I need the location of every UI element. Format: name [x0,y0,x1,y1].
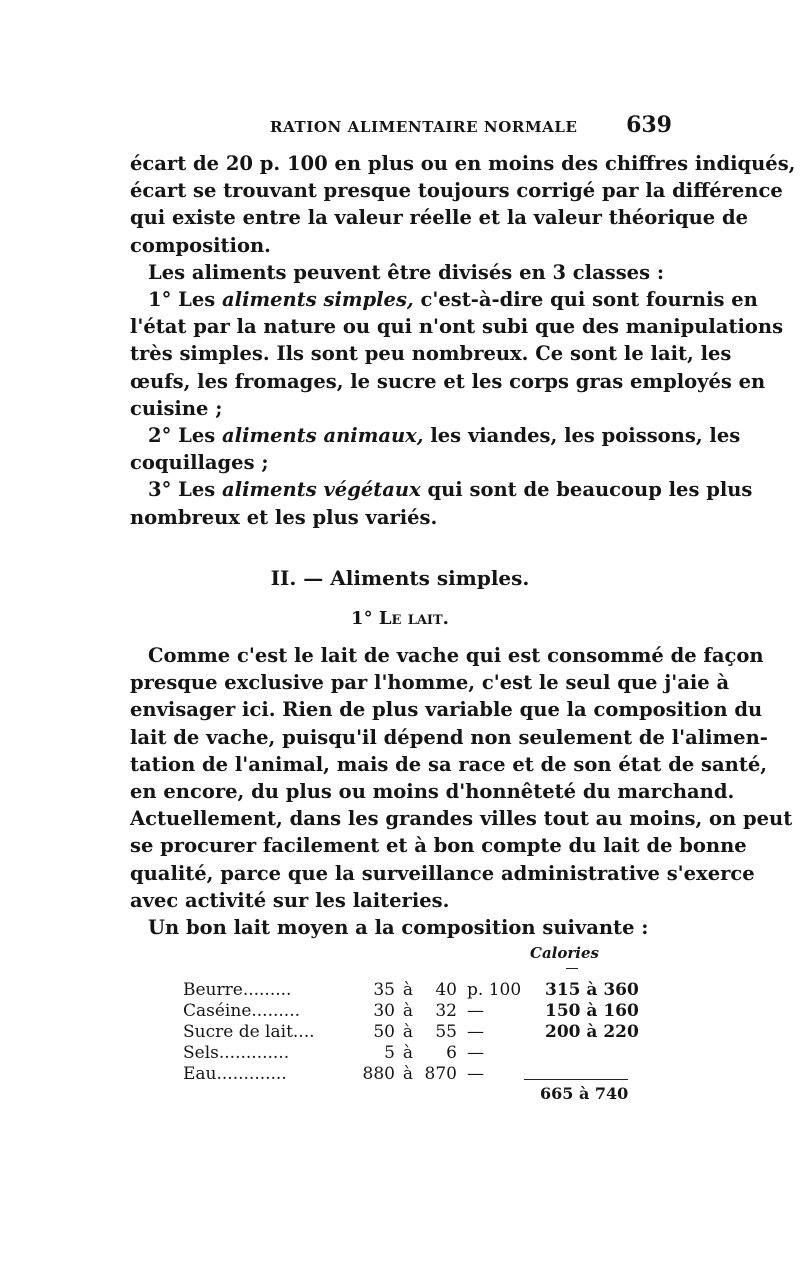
composition-intro: Un bon lait moyen a la composition suivante : [148,916,649,940]
composition-cell-a: à [402,1022,414,1042]
composition-cell-unit: — [467,1001,484,1021]
composition-cell-cal: 150 à 160 [545,1001,639,1021]
composition-cell-lo: 30 [373,1001,395,1021]
composition-cell-name: Beurre......... [183,980,292,1000]
composition-cell-a: à [402,1043,414,1063]
text-line: composition. [130,233,271,257]
composition-cell-unit: p. 100 [467,980,522,1000]
lait-paragraph [130,642,793,941]
composition-cell-unit: — [467,1043,484,1063]
class-1-first-line: 1° Les aliments simples, c'est-à-dire qui sont fournis en [148,288,758,312]
text-line: tation de l'animal, mais de sa race et de son état de santé, [130,752,768,776]
calories-header: Calories [530,944,599,962]
composition-cell-lo: 35 [373,980,395,1000]
section-title: II. — Aliments simples. [270,566,530,590]
class-3-first-line: 3° Les aliments végétaux qui sont de beaucoup les plus [148,478,753,502]
text-line: écart de 20 p. 100 en plus ou en moins des chiffres indiqués, [130,152,796,175]
total-rule [524,1079,628,1080]
class-term: aliments animaux, [222,424,424,448]
calories-total: 665 à 740 [540,1084,629,1103]
composition-cell-a: à [402,1001,414,1021]
class-2-first-line: 2° Les aliments animaux, les viandes, les poissons, les [148,424,741,448]
composition-cell-cal: 315 à 360 [545,980,639,1000]
composition-cell-cal [545,1043,655,1064]
composition-cell-lo: 5 [384,1043,395,1063]
composition-row [183,1064,655,1085]
composition-cell-lo: 50 [373,1022,395,1042]
page-number: 639 [626,112,672,138]
composition-row [183,1001,655,1022]
composition-row [183,1022,655,1043]
composition-cell-hi: 55 [435,1022,457,1042]
subsection-title: 1° Le lait. [351,608,449,629]
composition-cell-name: Sels............. [183,1043,290,1063]
composition-cell-a: à [402,1064,414,1084]
composition-row [183,1043,655,1064]
composition-cell-name: Eau............. [183,1064,287,1084]
text-line: écart se trouvant presque toujours corrigé par la différence [130,179,783,203]
composition-cell-a: à [402,980,414,1000]
text-line: presque exclusive par l'homme, c'est le seul que j'aie à [130,671,730,695]
composition-cell-hi: 40 [435,980,457,1000]
text-line: qui existe entre la valeur réelle et la valeur théorique de [130,206,749,230]
class-term: aliments végétaux [222,478,421,502]
composition-row [183,980,655,1001]
composition-cell-hi: 32 [435,1001,457,1021]
text-line: qualité, parce que la surveillance administrative s'exerce [130,861,755,885]
running-title: RATION ALIMENTAIRE NORMALE [270,118,578,136]
composition-cell-cal [545,1064,655,1085]
text-line: très simples. Ils sont peu nombreux. Ce sont le lait, les [130,342,732,366]
calories-header-dash [566,968,578,969]
text-line: se procurer facilement et à bon compte du lait de bonne [130,834,747,858]
composition-cell-unit: — [467,1064,484,1084]
composition-cell-hi: 870 [424,1064,457,1084]
text-line: en encore, du plus ou moins d'honnêteté du marchand. [130,780,735,804]
running-header [130,108,672,148]
class-term: aliments simples, [222,288,414,312]
text-line: lait de vache, puisqu'il dépend non seulement de l'alimen- [130,725,768,749]
text-line: Comme c'est le lait de vache qui est consommé de façon [148,644,764,667]
composition-cell-cal: 200 à 220 [545,1022,639,1042]
composition-cell-name: Caséine......... [183,1001,301,1021]
composition-cell-lo: 880 [362,1064,395,1084]
text-line: coquillages ; [130,451,269,475]
classes-intro-line: Les aliments peuvent être divisés en 3 classes : [148,260,665,284]
text-line: nombreux et les plus variés. [130,505,438,529]
text-line: œufs, les fromages, le sucre et les corps gras employés en [130,369,766,393]
text-line: l'état par la nature ou qui n'ont subi que des manipulations [130,315,784,339]
intro-paragraph [130,150,796,531]
composition-table [183,980,655,1085]
composition-cell-name: Sucre de lait.... [183,1022,315,1042]
text-line: envisager ici. Rien de plus variable que la composition du [130,698,763,722]
text-line: cuisine ; [130,396,223,420]
text-line: avec activité sur les laiteries. [130,888,450,912]
text-line: Actuellement, dans les grandes villes tout au moins, on peut [130,807,793,831]
composition-cell-hi: 6 [446,1043,457,1063]
composition-cell-unit: — [467,1022,484,1042]
